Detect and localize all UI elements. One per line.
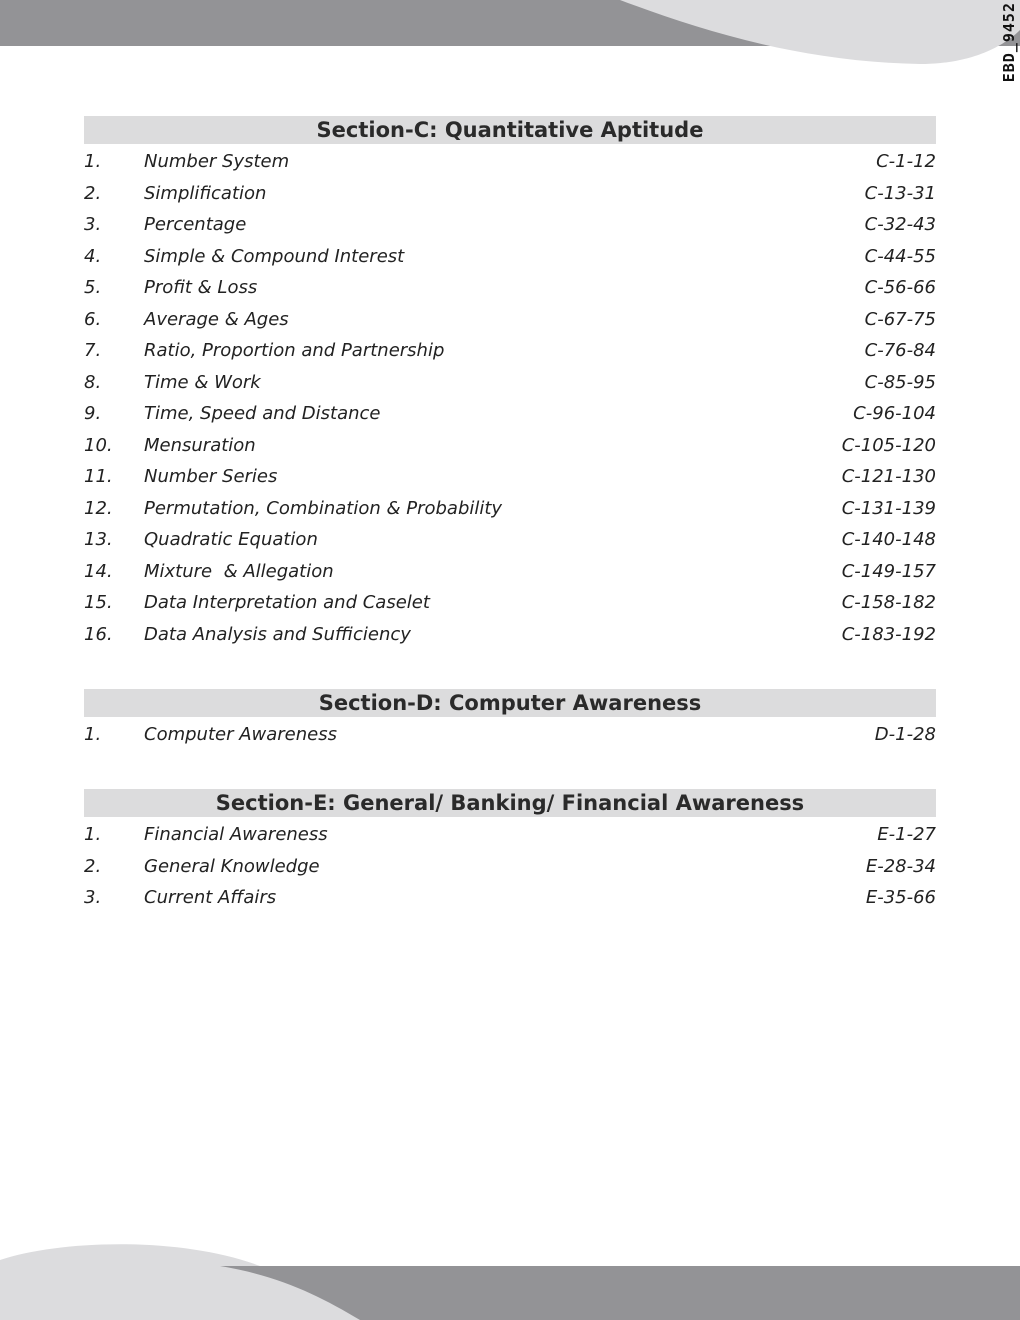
- document-code: EBD_9452: [1000, 2, 1018, 83]
- toc-row[interactable]: [84, 272, 936, 304]
- toc-row[interactable]: [84, 178, 936, 210]
- toc-row[interactable]: [84, 556, 936, 588]
- item-title: Permutation, Combination & Probability: [144, 497, 503, 519]
- item-pages: E-35-66: [865, 887, 936, 908]
- item-pages: D-1-28: [874, 724, 936, 745]
- item-number: 7.: [84, 340, 102, 361]
- section-heading: Section-D: Computer Awareness: [84, 689, 936, 717]
- item-pages: C-85-95: [864, 371, 936, 393]
- toc-row[interactable]: [84, 882, 936, 914]
- item-title: Data Interpretation and Caselet: [144, 592, 430, 613]
- item-title: Simplification: [144, 182, 267, 204]
- section-heading: Section-E: General/ Banking/ Financial Awareness: [84, 789, 936, 817]
- toc-row[interactable]: [84, 587, 936, 619]
- toc-row[interactable]: [84, 367, 936, 399]
- item-number: 13.: [84, 529, 113, 550]
- toc-row[interactable]: [84, 819, 936, 851]
- item-pages: C-67-75: [864, 308, 936, 330]
- item-pages: C-105-120: [841, 434, 936, 456]
- item-number: 2.: [84, 182, 102, 204]
- item-number: 4.: [84, 245, 102, 267]
- toc-row[interactable]: [84, 146, 936, 178]
- item-pages: C-158-182: [841, 592, 936, 613]
- toc-row[interactable]: [84, 209, 936, 241]
- item-number: 1.: [84, 724, 102, 745]
- item-pages: C-149-157: [841, 560, 936, 582]
- item-number: 1.: [84, 824, 102, 845]
- section-e: [84, 789, 936, 914]
- toc-row[interactable]: [84, 335, 936, 367]
- item-title: Quadratic Equation: [144, 529, 318, 550]
- top-banner-decoration: [0, 0, 1020, 83]
- item-title: Ratio, Proportion and Partnership: [144, 340, 445, 361]
- toc-row[interactable]: [84, 524, 936, 556]
- item-pages: E-1-27: [877, 824, 936, 845]
- item-pages: C-13-31: [864, 182, 936, 204]
- toc-row[interactable]: [84, 430, 936, 462]
- item-title: Simple & Compound Interest: [144, 245, 405, 267]
- item-title: Profit & Loss: [144, 277, 258, 298]
- item-title: Financial Awareness: [144, 824, 328, 845]
- item-pages: C-96-104: [853, 403, 936, 424]
- item-title: Data Analysis and Sufficiency: [144, 623, 411, 645]
- item-title: Current Affairs: [144, 887, 277, 908]
- item-title: Number Series: [144, 466, 278, 487]
- item-number: 8.: [84, 371, 102, 393]
- item-pages: C-56-66: [864, 277, 936, 298]
- item-title: Mixture & Allegation: [144, 560, 334, 582]
- section-c: [84, 116, 936, 650]
- item-number: 10.: [84, 434, 113, 456]
- item-title: Computer Awareness: [144, 724, 337, 745]
- item-number: 11.: [84, 466, 113, 487]
- item-number: 15.: [84, 592, 113, 613]
- item-title: General Knowledge: [144, 855, 320, 877]
- toc-row[interactable]: [84, 493, 936, 525]
- item-title: Time & Work: [144, 371, 261, 393]
- item-number: 3.: [84, 214, 102, 235]
- item-number: 5.: [84, 277, 102, 298]
- toc-row[interactable]: [84, 619, 936, 651]
- item-number: 9.: [84, 403, 102, 424]
- section-heading: Section-C: Quantitative Aptitude: [84, 116, 936, 144]
- toc-row[interactable]: [84, 851, 936, 883]
- item-pages: C-32-43: [864, 214, 936, 235]
- toc-row[interactable]: [84, 398, 936, 430]
- section-d: [84, 689, 936, 751]
- item-title: Percentage: [144, 214, 247, 235]
- item-number: 3.: [84, 887, 102, 908]
- item-number: 16.: [84, 623, 113, 645]
- item-number: 2.: [84, 855, 102, 877]
- item-pages: E-28-34: [865, 855, 936, 877]
- item-pages: C-1-12: [876, 151, 936, 172]
- item-pages: C-131-139: [841, 497, 936, 519]
- item-pages: C-121-130: [841, 466, 936, 487]
- item-title: Time, Speed and Distance: [144, 403, 381, 424]
- item-pages: C-76-84: [864, 340, 936, 361]
- item-pages: C-44-55: [864, 245, 936, 267]
- toc-row[interactable]: [84, 719, 936, 751]
- toc-row[interactable]: [84, 461, 936, 493]
- item-pages: C-183-192: [841, 623, 936, 645]
- toc-row[interactable]: [84, 241, 936, 273]
- item-title: Mensuration: [144, 434, 256, 456]
- item-pages: C-140-148: [841, 529, 936, 550]
- item-number: 12.: [84, 497, 113, 519]
- item-number: 14.: [84, 560, 113, 582]
- bottom-banner-decoration: [0, 1240, 1020, 1320]
- item-title: Number System: [144, 151, 290, 172]
- item-number: 1.: [84, 151, 102, 172]
- toc-row[interactable]: [84, 304, 936, 336]
- item-number: 6.: [84, 308, 102, 330]
- item-title: Average & Ages: [144, 308, 289, 330]
